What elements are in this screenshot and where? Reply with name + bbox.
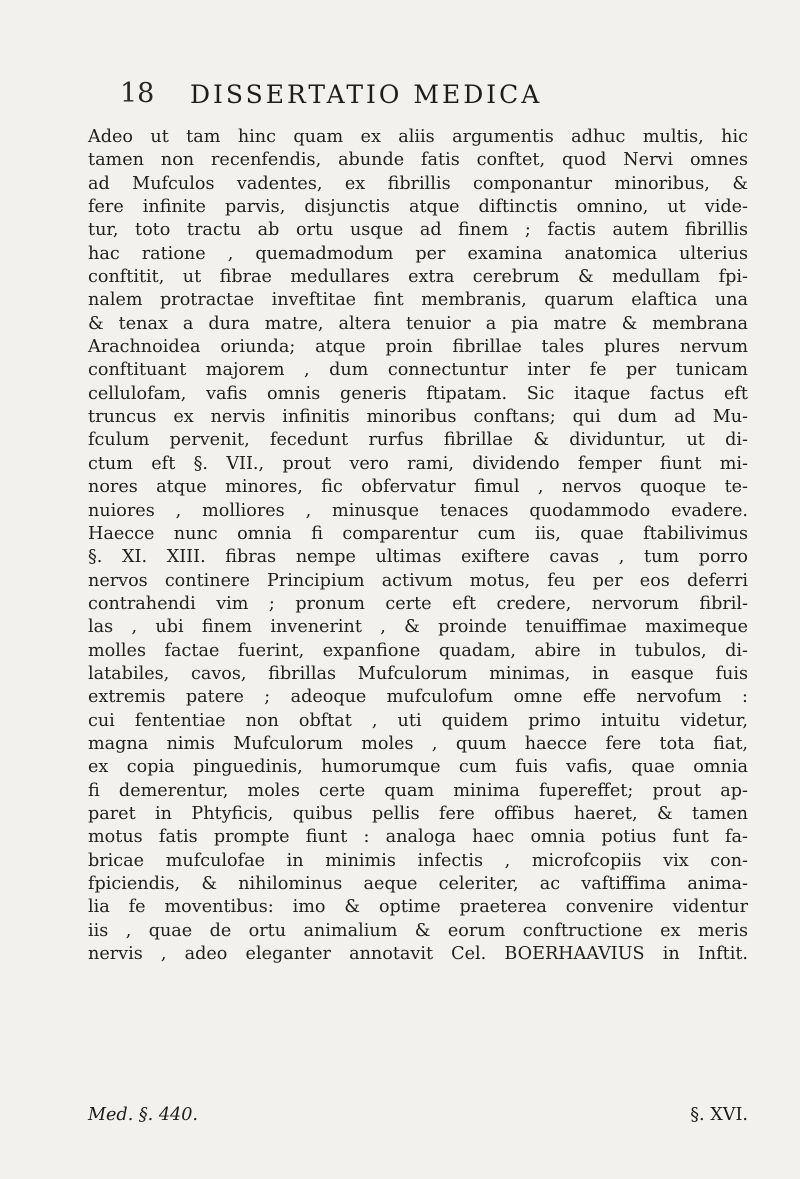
text-line: §. XI. XIII. fibras nempe ultimas exiftere cavas , tum porro	[88, 547, 748, 568]
text-line: hac ratione , quemadmodum per examina anatomica ulterius	[88, 243, 748, 264]
text-line: tamen non recenfendis, abunde fatis conftet, quod Nervi omnes	[88, 150, 748, 171]
text-line: fere infinite parvis, disjunctis atque diftinctis omnino, ut vide-	[88, 197, 748, 218]
catchword: §. XVI.	[690, 1105, 748, 1125]
running-title: DISSERTATIO MEDICA	[190, 80, 543, 109]
text-line: paret in Phtyficis, quibus pellis fere offibus haeret, & tamen	[88, 803, 748, 824]
text-line: & tenax a dura matre, altera tenuior a pia matre & membrana	[88, 313, 748, 334]
text-line: Haecce nunc omnia fi comparentur cum iis, quae ftabilivimus	[88, 523, 748, 544]
text-line: Adeo ut tam hinc quam ex aliis argumentis adhuc multis, hic	[88, 127, 748, 147]
text-line: cellulofam, vafis omnis generis ftipatam. Sic itaque factus eft	[88, 383, 748, 404]
text-line: lia fe moventibus: imo & optime praeterea convenire videntur	[88, 897, 748, 918]
body-text	[88, 126, 748, 966]
text-line: magna nimis Mufculorum moles , quum haecce fere tota fiat,	[88, 733, 748, 754]
text-line: tur, toto tractu ab ortu usque ad finem ; factis autem fibrillis	[88, 220, 748, 241]
text-line: truncus ex nervis infinitis minoribus conftans; qui dum ad Mu-	[88, 407, 748, 428]
page-number: 18	[120, 78, 155, 109]
text-line: nalem protractae inveftitae fint membranis, quarum elaftica una	[88, 290, 748, 311]
text-line: conftitit, ut fibrae medullares extra cerebrum & medullam fpi-	[88, 267, 748, 288]
text-line: nores atque minores, fic obfervatur fimul , nervos quoque te-	[88, 477, 748, 498]
text-line: Arachnoidea oriunda; atque proin fibrillae tales plures nervum	[88, 337, 748, 358]
text-line: ad Mufculos vadentes, ex fibrillis componantur minoribus, &	[88, 173, 748, 194]
text-line: contrahendi vim ; pronum certe eft credere, nervorum fibril-	[88, 593, 748, 614]
text-line: fculum pervenit, fecedunt rurfus fibrillae & dividuntur, ut di-	[88, 430, 748, 451]
page-footer-row	[88, 1103, 748, 1127]
text-line: motus fatis prompte fiunt : analoga haec omnia potius funt fa-	[88, 827, 748, 848]
text-line: ctum eft §. VII., prout vero rami, dividendo femper fiunt mi-	[88, 453, 748, 474]
text-line: molles factae fuerint, expanfione quadam, abire in tubulos, di-	[88, 640, 748, 661]
text-line: conftituant majorem , dum connectuntur inter fe per tunicam	[88, 360, 748, 381]
text-line: bricae mufculofae in minimis infectis , microfcopiis vix con-	[88, 850, 748, 871]
text-line: cui fententiae non obftat , uti quidem primo intuitu videtur,	[88, 710, 748, 731]
text-line: extremis patere ; adeoque mufculofum omne effe nervofum :	[88, 687, 748, 708]
citation-continuation: Med. §. 440.	[88, 1105, 199, 1125]
text-line: las , ubi finem invenerint , & proinde tenuiffimae maximeque	[88, 617, 748, 638]
text-line: nuiores , molliores , minusque tenaces quodammodo evadere.	[88, 500, 748, 521]
text-line: iis , quae de ortu animalium & eorum conftructione ex meris	[88, 920, 748, 941]
text-line: nervos continere Principium activum motus, feu per eos deferri	[88, 570, 748, 591]
text-line: latabiles, cavos, fibrillas Mufculorum minimas, in easque fuis	[88, 663, 748, 684]
page-header	[120, 78, 680, 118]
text-line: fpiciendis, & nihilominus aeque celeriter, ac vaftiffima anima-	[88, 874, 748, 894]
text-line: fi demerentur, moles certe quam minima fupereffet; prout ap-	[88, 780, 748, 801]
text-line: nervis , adeo eleganter annotavit Cel. BOERHAAVIUS in Inftit.	[88, 944, 748, 965]
text-line: ex copia pinguedinis, humorumque cum fuis vafis, quae omnia	[88, 757, 748, 778]
